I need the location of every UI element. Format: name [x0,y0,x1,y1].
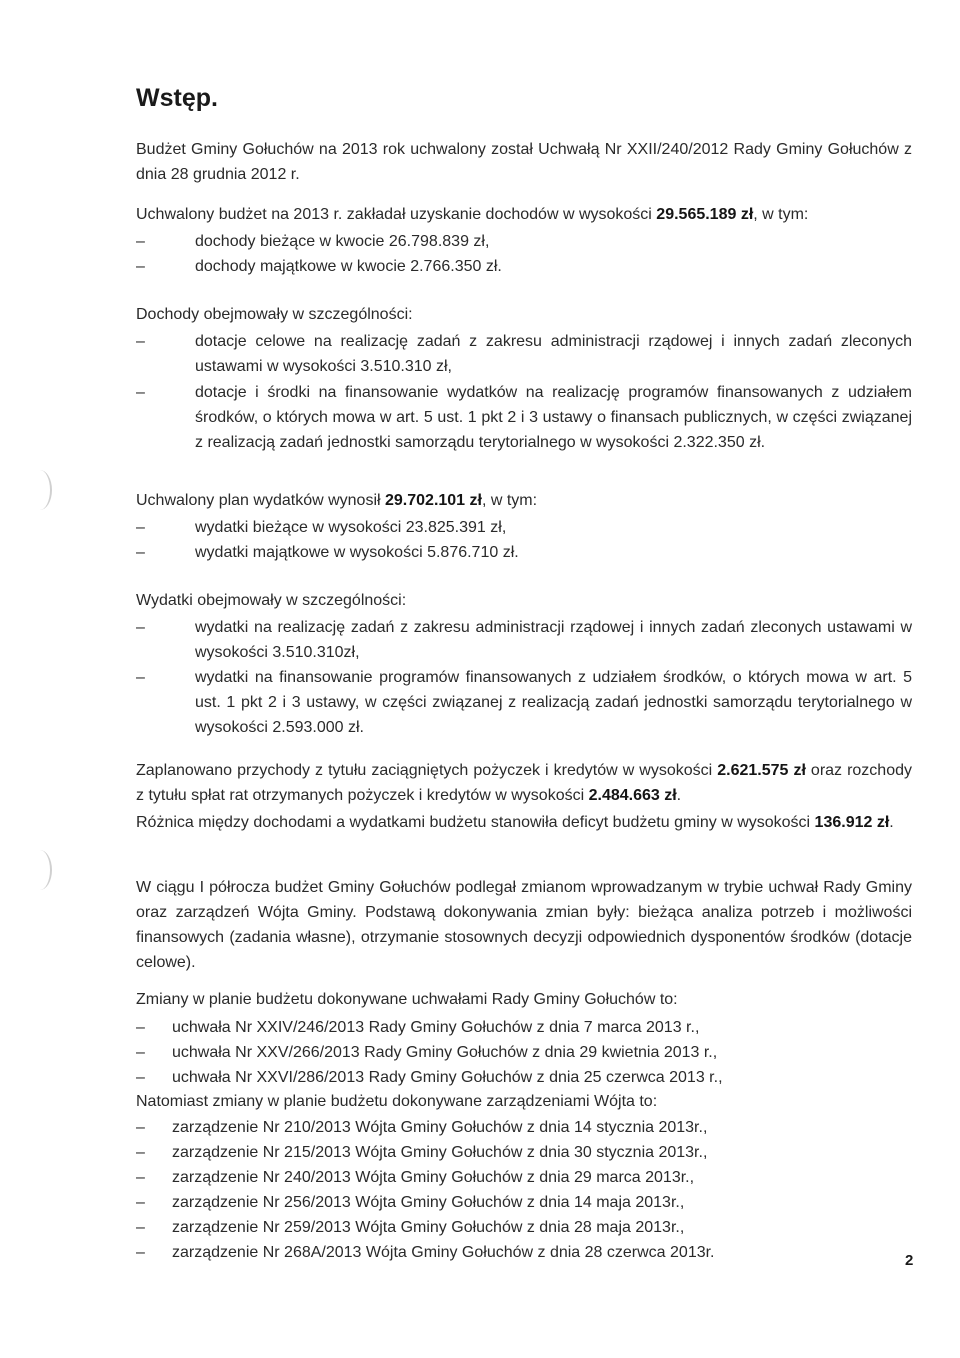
outflow-amount: 2.484.663 zł [588,787,677,804]
list-item [136,515,912,540]
resolutions-lead: Zmiany w planie budżetu dokonywane uchwałami Rady Gminy Gołuchów to: [136,991,678,1008]
dash-bullet: – [136,1144,145,1161]
dash-bullet: – [136,1169,145,1186]
list-item [136,1240,912,1265]
expenses-total: 29.702.101 zł [385,492,482,509]
list-item-text: zarządzenie Nr 256/2013 Wójta Gminy Gołuchów z dnia 14 maja 2013r., [172,1194,685,1211]
income-lead-text: Uchwalony budżet na 2013 r. zakładał uzyskanie dochodów w wysokości [136,206,657,223]
dash-bullet: – [136,233,145,250]
revenue-amount: 2.621.575 zł [717,762,806,779]
list-item [136,1140,912,1165]
list-item [136,540,912,565]
list-item [136,665,912,740]
punch-hole-mark [28,470,52,510]
list-item-text: dotacje i środki na finansowanie wydatków na realizację programów finansowanych z udziałem środków, o których mowa w art. 5 ust. 1 pkt 2 i 3 ustawy o finansach publicznych, w części związanej z realizacją zadań jednostki samorządu terytorialnego w wysokości 2.322.350 zł. [195,384,912,451]
financing-text-2: oraz rozchody z tytułu spłat rat otrzymanych pożyczek i kredytów w wysokości [136,762,912,804]
income-lead [136,202,912,227]
list-item-text: dotacje celowe na realizację zadań z zakresu administracji rządowej i innych zadań zleconych ustawami w wysokości 3.510.310 zł, [195,333,912,375]
dash-bullet: – [136,1194,145,1211]
deficit-text-end: . [889,814,894,831]
dash-bullet: – [136,1044,145,1061]
list-item [136,1015,912,1040]
list-item-text: wydatki majątkowe w wysokości 5.876.710 zł. [195,544,519,561]
list-item-text: dochody majątkowe w kwocie 2.766.350 zł. [195,258,502,275]
list-item [136,229,912,254]
list-item-text: wydatki na finansowanie programów finansowanych z udziałem środków, o których mowa w art. 5 ust. 1 pkt 2 i 3 ustawy, w części związanej z realizacją zadań jednostki samorządu terytorialnego w wysokości 2.593.000 zł. [195,669,912,736]
expenses-lead [136,488,912,513]
expenses-lead-suffix: , w tym: [481,492,538,509]
punch-hole-mark [28,850,52,890]
changes-paragraph: W ciągu I półrocza budżet Gminy Gołuchów podlegał zmianom wprowadzanym w trybie uchwał Rady Gminy oraz zarządzeń Wójta Gminy. Podstawą dokonywania zmian były: bieżąca analiza potrzeb i możliwości finansowych (zadania własne), otrzymanie stosownych decyzji odpowiednich dysponentów środków (dotacje celowe). [136,879,912,971]
list-item-text: zarządzenie Nr 268A/2013 Wójta Gminy Gołuchów z dnia 28 czerwca 2013r. [172,1244,715,1261]
deficit-text: Różnica między dochodami a wydatkami budżetu stanowiła deficyt budżetu gminy w wysokości [136,814,815,831]
list-item-text: dochody bieżące w kwocie 26.798.839 zł, [195,233,490,250]
financing-text-3: . [676,787,682,804]
list-item-text: uchwała Nr XXV/266/2013 Rady Gminy Gołuchów z dnia 29 kwietnia 2013 r., [172,1044,718,1061]
dash-bullet: – [136,333,145,350]
orders-lead: Natomiast zmiany w planie budżetu dokonywane zarządzeniami Wójta to: [136,1093,658,1110]
list-item [136,1040,912,1065]
income-detail-lead: Dochody obejmowały w szczególności: [136,306,413,323]
list-item-text: wydatki na realizację zadań z zakresu administracji rządowej i innych zadań zleconych ustawami w wysokości 3.510.310zł, [195,619,912,661]
dash-bullet: – [136,384,145,401]
expenses-lead-text: Uchwalony plan wydatków wynosił [136,492,385,509]
list-item [136,1190,912,1215]
dash-bullet: – [136,519,145,536]
list-item [136,1215,912,1240]
dash-bullet: – [136,1119,145,1136]
list-item [136,329,912,379]
deficit-amount: 136.912 zł [814,814,890,831]
list-item-text: zarządzenie Nr 240/2013 Wójta Gminy Gołuchów z dnia 29 marca 2013r., [172,1169,695,1186]
income-total: 29.565.189 zł [656,206,754,223]
list-item-text: wydatki bieżące w wysokości 23.825.391 zł, [195,519,507,536]
dash-bullet: – [136,1219,145,1236]
financing-text-1: Zaplanowano przychody z tytułu zaciągniętych pożyczek i kredytów w wysokości [136,762,718,779]
dash-bullet: – [136,669,145,686]
page-number: 2 [905,1252,914,1269]
dash-bullet: – [136,1069,145,1086]
intro-paragraph: Budżet Gminy Gołuchów na 2013 rok uchwalony został Uchwałą Nr XXII/240/2012 Rady Gminy Gołuchów z dnia 28 grudnia 2012 r. [136,141,912,183]
list-item-text: uchwała Nr XXVI/286/2013 Rady Gminy Gołuchów z dnia 25 czerwca 2013 r., [172,1069,723,1086]
expenses-detail-lead: Wydatki obejmowały w szczególności: [136,592,407,609]
dash-bullet: – [136,258,145,275]
income-lead-suffix: , w tym: [753,206,809,223]
page-title: Wstęp. [136,84,218,112]
deficit-paragraph [136,810,912,835]
list-item-text: uchwała Nr XXIV/246/2013 Rady Gminy Gołuchów z dnia 7 marca 2013 r., [172,1019,700,1036]
list-item [136,615,912,665]
list-item [136,1065,912,1090]
list-item-text: zarządzenie Nr 210/2013 Wójta Gminy Gołuchów z dnia 14 stycznia 2013r., [172,1119,708,1136]
dash-bullet: – [136,619,145,636]
list-item [136,1115,912,1140]
list-item [136,1165,912,1190]
dash-bullet: – [136,544,145,561]
list-item-text: zarządzenie Nr 259/2013 Wójta Gminy Gołuchów z dnia 28 maja 2013r., [172,1219,685,1236]
list-item-text: zarządzenie Nr 215/2013 Wójta Gminy Gołuchów z dnia 30 stycznia 2013r., [172,1144,708,1161]
list-item [136,254,912,279]
dash-bullet: – [136,1244,145,1261]
dash-bullet: – [136,1019,145,1036]
financing-paragraph [136,758,912,808]
list-item [136,380,912,455]
